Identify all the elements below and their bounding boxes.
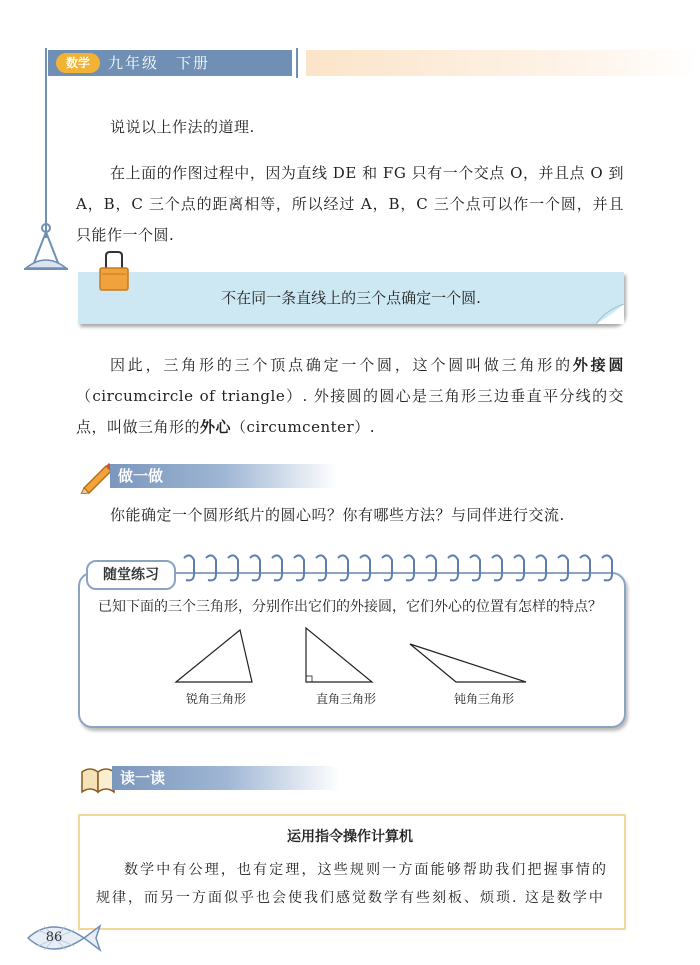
book-title: 九年级 下册: [108, 54, 211, 72]
paragraph-circumcircle: 因此，三角形的三个顶点确定一个圆，这个圆叫做三角形的外接圆（circumcircle of triangle）. 外接圆的圆心是三角形三边垂直平分线的交点，叫做三角形的外心（circumcenter）.: [76, 356, 624, 436]
binder-clip-icon: [96, 250, 132, 294]
pencil-icon: [78, 458, 114, 494]
header-divider: [296, 48, 298, 78]
caption-acute: 锐角三角形: [185, 692, 246, 706]
page-number: 86: [45, 930, 63, 945]
open-book-icon: [80, 764, 116, 794]
caption-obtuse: 钝角三角形: [453, 692, 514, 706]
right-triangle: [306, 628, 372, 682]
reading-heading: 读一读: [112, 766, 340, 790]
right-angle-mark: [306, 676, 312, 682]
exercise-label: 随堂练习: [86, 560, 176, 590]
activity-heading: 做一做: [110, 464, 338, 488]
reading-body: 数学中有公理，也有定理，这些规则一方面能够帮助我们把握事情的规律，而另一方面似乎也会使我们感觉数学有些刻板、烦琐. 这是数学中: [96, 862, 608, 906]
reading-title: 运用指令操作计算机: [287, 829, 413, 845]
header-gradient-bar: [306, 50, 698, 76]
acute-triangle: [176, 630, 252, 682]
paragraph-question: 说说以上作法的道理.: [110, 118, 255, 136]
term-circumcircle: 外接圆: [572, 356, 624, 374]
activity-text: 你能确定一个圆形纸片的圆心吗？你有哪些方法？与同伴进行交流.: [110, 506, 565, 524]
triangle-figures: [160, 626, 580, 686]
theorem-text: 不在同一条直线上的三个点确定一个圆.: [221, 289, 481, 307]
caption-right: 直角三角形: [315, 692, 376, 706]
compass-icon: [22, 222, 70, 278]
obtuse-triangle: [410, 644, 526, 682]
subject-badge: 数学: [56, 53, 100, 73]
exercise-question: 已知下面的三个三角形，分别作出它们的外接圆，它们外心的位置有怎样的特点？: [98, 599, 602, 615]
spiral-binding: [176, 552, 616, 586]
margin-line: [45, 48, 47, 238]
paragraph-explanation: 在上面的作图过程中，因为直线 DE 和 FG 只有一个交点 O，并且点 O 到 A，B，C 三个点的距离相等，所以经过 A，B，C 三个点可以作一个圆，并且只能作一个圆.: [76, 164, 624, 244]
term-circumcenter: 外心: [200, 418, 232, 436]
